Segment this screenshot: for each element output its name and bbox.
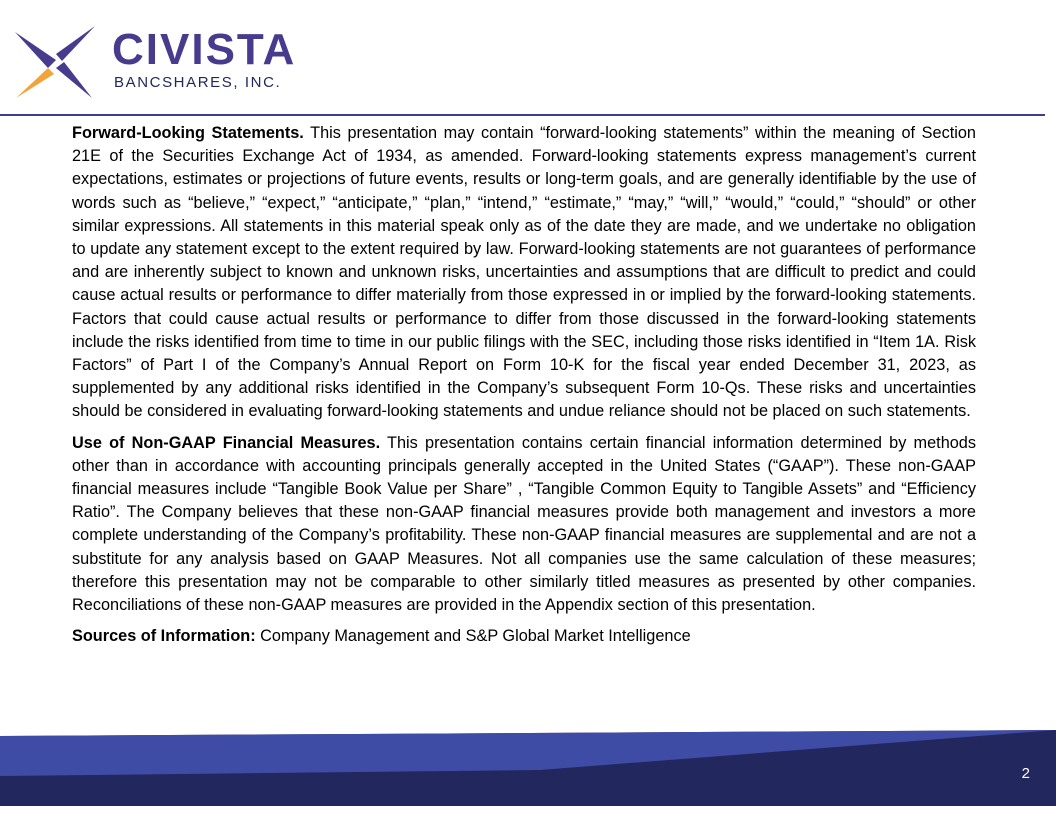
footer-band xyxy=(0,730,1056,806)
page-number: 2 xyxy=(1021,765,1030,782)
non-gaap-text: This presentation contains certain financial information determined by methods other than in accordance with accounting principals generally accepted in the United States (“GAAP”). These non-GAAP financial measures include “Tangible Book Value per Share” , “Tangible Common Equity to Tangible Assets” and “Efficiency Ratio”. The Company believes that these non-GAAP financial measures provide both management and investors a more complete understanding of the Company’s profitability. These non-GAAP financial measures are supplemental and are not a substitute for any analysis based on GAAP Measures. Not all companies use the same calculation of these measures; therefore this presentation may not be comparable to other similarly titled measures as presented by other companies. Reconciliations of these non-GAAP measures are provided in the Appendix section of this presentation. xyxy=(72,433,976,615)
logo-shard-bottom-right xyxy=(56,62,92,98)
sources-text: Company Management and S&P Global Market Intelligence xyxy=(255,627,691,646)
logo-shard-top-right xyxy=(56,26,95,61)
logo-subtitle: BANCSHARES, INC. xyxy=(114,74,282,91)
logo-wordmark: CIVISTA xyxy=(112,25,297,74)
company-logo xyxy=(12,24,297,106)
logo-shard-bottom-left xyxy=(16,68,54,98)
non-gaap-paragraph xyxy=(72,432,976,618)
forward-looking-heading: Forward-Looking Statements. xyxy=(72,124,304,142)
disclaimer-body xyxy=(72,122,976,656)
non-gaap-heading: Use of Non-GAAP Financial Measures. xyxy=(72,433,381,452)
forward-looking-paragraph xyxy=(72,122,976,424)
civista-star-icon xyxy=(12,24,98,104)
forward-looking-text: This presentation may contain “forward-looking statements” within the meaning of Section 21E of the Securities Exchange Act of 1934, as amended. Forward-looking statements express management’s current expectations, estimates or projections of future events, results or long-term goals, and are generally identifiable by the use of words such as “believe,” “expect,” “anticipate,” “plan,” “intend,” “estimate,” “may,” “will,” “would,” “could,” “should” or other similar expressions. All statements in this material speak only as of the date they are made, and we undertake no obligation to update any statement except to the extent required by law. Forward-looking statements are not guarantees of performance and are inherently subject to known and unknown risks, uncertainties and assumptions that are difficult to predict and could cause actual results or performance to differ materially from those expressed in or implied by the forward-looking statements. Factors that could cause actual results or performance to differ from those discussed in the forward-looking statements include the risks identified from time to time in our public filings with the SEC, including those risks identified in “Item 1A. Risk Factors” of Part I of the Company’s Annual Report on Form 10-K for the fiscal year ended December 31, 2023, as supplemented by any additional risks identified in the Company’s subsequent Form 10-Qs. These risks and uncertainties should be considered in evaluating forward-looking statements and undue reliance should not be placed on such statements. xyxy=(72,124,976,421)
logo-shard-top-left xyxy=(15,32,56,68)
sources-heading: Sources of Information: xyxy=(72,627,256,646)
header-divider xyxy=(0,114,1045,116)
sources-paragraph xyxy=(72,625,976,648)
